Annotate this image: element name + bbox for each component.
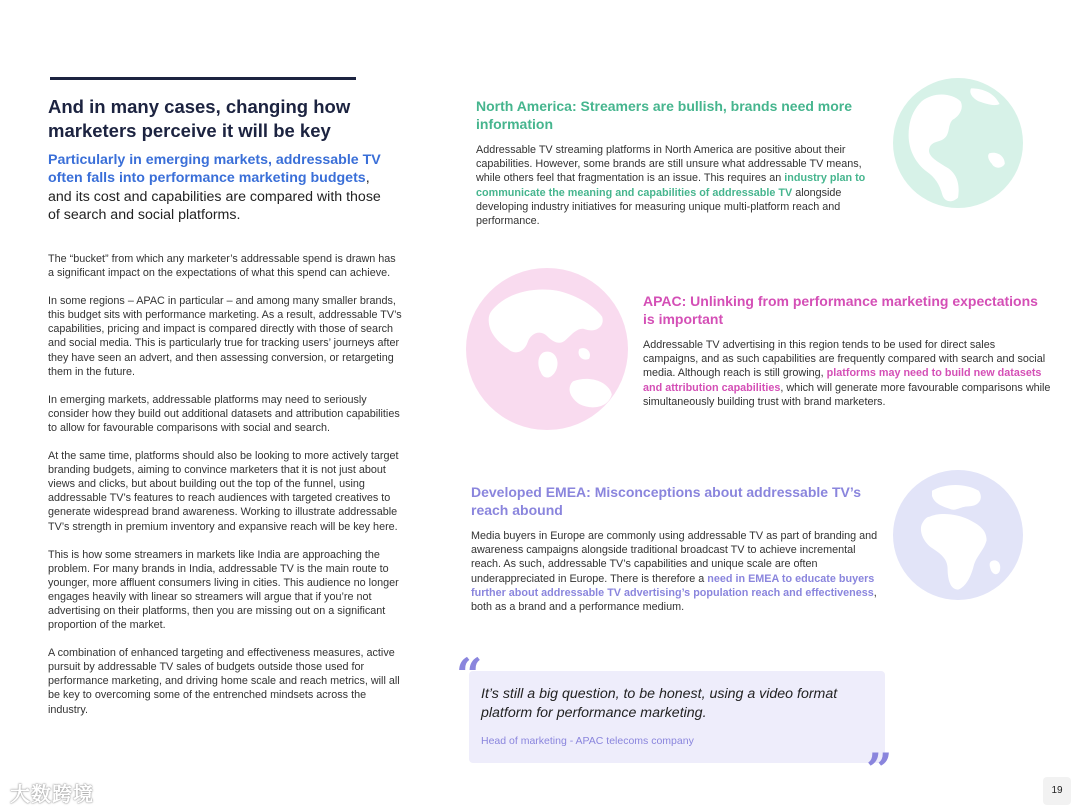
lead-rest: , and its cost and capabilities are compared with those of search and social platforms. <box>48 170 381 223</box>
page-headline: And in many cases, changing how marketers perceive it will be key <box>48 96 351 141</box>
section-title: APAC: Unlinking from performance marketing expectations is important <box>643 293 1038 327</box>
body-paragraph: This is how some streamers in markets like India are approaching the problem. For many brands in India, addressable TV is the main route to younger, more affluent consumers living in cities. This audience no longer engages heavily with linear so streamers will argue that if you’re not advertising on their platforms, then you are missing out on a significant proportion of the market. <box>48 548 399 632</box>
body-highlight: industry plan to communicate the meaning and capabilities of addressable TV <box>476 172 866 199</box>
section-north-america <box>476 97 886 228</box>
section-emea <box>471 483 881 614</box>
watermark-logo: 大数跨境 <box>10 784 94 806</box>
body-text: , both as a brand and a performance medium. <box>471 586 877 614</box>
section-title: Developed EMEA: Misconceptions about addressable TV’s reach abound <box>471 484 862 518</box>
body-paragraph: A combination of enhanced targeting and effectiveness measures, active pursuit by addressable TV sales of budgets outside those used for performance marketing, and driving home scale and reach metrics, will all be key to overcoming some of the entrenched mindsets across the industry. <box>48 647 400 716</box>
section-title: North America: Streamers are bullish, brands need more information <box>476 98 853 132</box>
header-rule <box>50 77 356 80</box>
body-paragraph: In emerging markets, addressable platforms may need to seriously consider how they build out additional datasets and attribution capabilities to allow for favourable comparisons with social and search. <box>48 393 400 434</box>
lead-paragraph <box>48 151 393 224</box>
globe-americas-icon <box>893 78 1023 208</box>
body-highlight: need in EMEA to educate buyers further about addressable TV advertising’s population reach and effectiveness <box>471 572 875 599</box>
body-text: Media buyers in Europe are commonly using addressable TV as part of branding and awareness campaigns alongside traditional broadcast TV to achieve incremental reach. As such, addressable TV’s capabilities and unique scale are often underappreciated in Europe. There is therefore a <box>471 530 878 585</box>
section-body <box>643 338 1053 409</box>
section-body <box>471 529 881 614</box>
body-paragraph: The “bucket” from which any marketer’s addressable spend is drawn has a significant impact on the expectations of what this spend can achieve. <box>48 253 396 280</box>
body-column <box>48 252 404 731</box>
body-highlight: platforms may need to build new datasets and attribution capabilities <box>643 367 1042 394</box>
quote-open-icon: “ <box>456 648 483 702</box>
quote-text: It’s still a big question, to be honest, using a video format platform for performance marketing. <box>481 686 838 721</box>
body-text: Addressable TV streaming platforms in North America are positive about their capabilities. However, some brands are still unsure what addressable TV means, while others feel that fragmentation is an issue. This requires an <box>476 144 862 185</box>
quote-attribution: Head of marketing - APAC telecoms company <box>481 735 694 747</box>
body-text: Addressable TV advertising in this region tends to be used for direct sales campaigns, and as such capabilities are frequently compared with search and social media. Although reach is still growing, <box>643 339 1046 380</box>
lead-highlight: Particularly in emerging markets, addressable TV often falls into performance marketing budgets <box>48 152 381 187</box>
globe-asia-icon <box>466 268 628 430</box>
section-apac <box>643 292 1053 409</box>
body-text: , which will generate more favourable comparisons while simultaneously building trust with brand marketers. <box>643 381 1051 408</box>
page-number: 19 <box>1043 777 1071 805</box>
quote-close-icon: ” <box>866 743 893 797</box>
body-text: alongside developing industry initiatives for measuring unique multi-platform reach and performance. <box>476 186 842 228</box>
body-paragraph: In some regions – APAC in particular – and among many smaller brands, this budget sits with performance marketing. As a result, addressable TV’s capabilities, pricing and impact is compared directly with those of search and social media. This is particularly true for tracking users’ journeys after they have seen an advert, and then assessing conversion, or retargeting them in the future. <box>48 295 402 378</box>
section-body <box>476 143 886 228</box>
globe-europe-africa-icon <box>893 470 1023 600</box>
body-paragraph: At the same time, platforms should also be looking to more actively target branding budgets, aiming to convince marketers that it is not just about views and clicks, but about building out the top of the funnel, using addressable TV’s features to reach audiences with targeted creatives to generate widespread brand awareness. Working to illustrate addressable TV’s strength in premium inventory and expansive reach will be key here. <box>48 450 399 533</box>
